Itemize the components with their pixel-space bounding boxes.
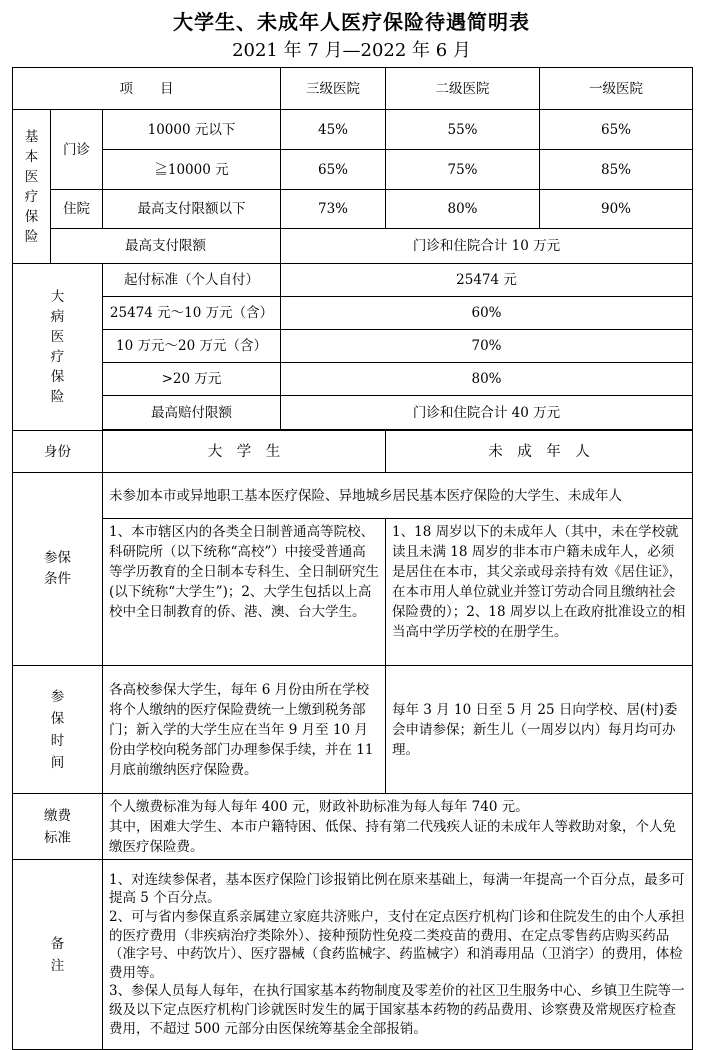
serious-row-value: 70% — [281, 330, 693, 363]
basic-rate-l3: 45% — [281, 110, 386, 150]
conditions-common: 未参加本市或异地职工基本医疗保险、异地城乡居民基本医疗保险的大学生、未成年人 — [103, 473, 693, 519]
basic-rate-l1: 90% — [540, 190, 693, 229]
basic-row-label: ≧10000 元 — [103, 150, 281, 190]
header-level1: 一级医院 — [540, 68, 693, 110]
notes-label: 备注 — [13, 860, 103, 1050]
basic-rate-l2: 55% — [386, 110, 540, 150]
serious-row-label: 25474 元～10 万元（含） — [103, 297, 281, 330]
serious-row-3 — [13, 330, 693, 363]
serious-max-label: 最高赔付限额 — [103, 396, 281, 430]
serious-row-label: >20 万元 — [103, 363, 281, 396]
serious-row-value: 80% — [281, 363, 693, 396]
header-level2: 二级医院 — [386, 68, 540, 110]
basic-rate-l1: 85% — [540, 150, 693, 190]
benefits-table — [12, 67, 693, 1050]
basic-row-label: 最高支付限额以下 — [103, 190, 281, 229]
conditions-minors: 1、18 周岁以下的未成年人（其中，未在学校就读且未满 18 周岁的非本市户籍未成年人，必须是居住在本市，其父亲或母亲持有效《居住证》，在本市用人单位就业并签订劳动合同且缴纳社会保险费的）；2、18 周岁以上在政府批准设立的相当高中学历学校的在册学生。 — [386, 519, 693, 666]
time-label: 参保时间 — [13, 666, 103, 794]
serious-row-1 — [13, 264, 693, 297]
fee-label: 缴费标准 — [13, 794, 103, 860]
serious-max-row — [13, 396, 693, 430]
fee-text — [103, 794, 693, 860]
serious-row-4 — [13, 363, 693, 396]
conditions-label: 参保条件 — [13, 473, 103, 666]
identity-students: 大 学 生 — [103, 431, 386, 473]
serious-max-value: 门诊和住院合计 40 万元 — [281, 396, 693, 430]
basic-max-value: 门诊和住院合计 10 万元 — [281, 229, 693, 264]
fee-row — [13, 794, 693, 860]
basic-max-row — [13, 229, 693, 264]
identity-minors: 未 成 年 人 — [386, 431, 693, 473]
inpatient-label: 住院 — [51, 190, 103, 229]
page-subtitle: 2021 年 7 月—2022 年 6 月 — [232, 40, 471, 61]
basic-rate-l2: 80% — [386, 190, 540, 229]
note-item: 1、对连续参保者，基本医疗保险门诊报销比例在原来基础上，每满一年提高一个百分点，最多可提高 5 个百分点。 — [109, 871, 685, 907]
conditions-detail-row — [13, 519, 693, 666]
serious-section-label: 大病医疗保险 — [13, 264, 103, 431]
time-minors: 每年 3 月 10 日至 5 月 25 日向学校、居(村)委会申请参保；新生儿（一周岁以内）每月均可办理。 — [386, 666, 693, 794]
basic-row-label: 10000 元以下 — [103, 110, 281, 150]
basic-rate-l3: 73% — [281, 190, 386, 229]
serious-row-2 — [13, 297, 693, 330]
serious-row-label: 10 万元～20 万元（含） — [103, 330, 281, 363]
note-item: 2、可与省内参保直系亲属建立家庭共济账户，支付在定点医疗机构门诊和住院发生的由个人承担的医疗费用（非疾病治疗类除外）、接种预防性免疫二类疫苗的费用、在定点零售药店购买药品（准字号、中药饮片）、医疗器械（食药监械字、药监械字）和消毒用品（卫消字）的费用，体检费用等。 — [109, 909, 685, 981]
time-row — [13, 666, 693, 794]
basic-section-label: 基本医疗保险 — [13, 110, 51, 264]
note-item: 3、参保人员每人每年，在执行国家基本药物制度及零差价的社区卫生服务中心、乡镇卫生院等一级及以下定点医疗机构门诊就医时发生的属于国家基本药物的药品费用、诊察费及常规医疗检查费用，不超过 500 元部分由医保统筹基金全部报销。 — [109, 983, 685, 1037]
basic-header-row — [13, 68, 693, 110]
basic-row-3 — [13, 190, 693, 229]
basic-row-1 — [13, 110, 693, 150]
header-level3: 三级医院 — [281, 68, 386, 110]
notes-text — [103, 860, 693, 1050]
basic-rate-l2: 75% — [386, 150, 540, 190]
basic-rate-l1: 65% — [540, 110, 693, 150]
serious-row-value: 25474 元 — [281, 264, 693, 297]
outpatient-label: 门诊 — [51, 110, 103, 190]
page-title: 大学生、未成年人医疗保险待遇简明表 — [173, 10, 530, 34]
header-item: 项 目 — [13, 68, 281, 110]
basic-row-2 — [13, 150, 693, 190]
identity-label: 身份 — [13, 431, 103, 473]
notes-row — [13, 860, 693, 1050]
basic-max-label: 最高支付限额 — [51, 229, 281, 264]
conditions-students: 1、本市辖区内的各类全日制普通高等院校、科研院所（以下统称“高校”）中接受普通高等学历教育的全日制本专科生、全日制研究生(以下统称“大学生”)；2、大学生包括以上高校中全日制教育的侨、港、澳、台大学生。 — [103, 519, 386, 666]
time-students: 各高校参保大学生，每年 6 月份由所在学校将个人缴纳的医疗保险费统一上缴到税务部门；新入学的大学生应在当年 9 月至 10 月份由学校向税务部门办理参保手续，并在 11 月底前缴纳医疗保险费。 — [103, 666, 386, 794]
basic-rate-l3: 65% — [281, 150, 386, 190]
conditions-common-row — [13, 473, 693, 519]
serious-row-label: 起付标准（个人自付） — [103, 264, 281, 297]
identity-row — [13, 431, 693, 473]
serious-row-value: 60% — [281, 297, 693, 330]
fee-text-2: 其中，困难大学生、本市户籍特困、低保、持有第二代残疾人证的未成年人等救助对象，个人免缴医疗保险费。 — [109, 818, 676, 855]
fee-text-1: 个人缴费标准为每人每年 400 元，财政补助标准为每人每年 740 元。 — [109, 798, 529, 815]
